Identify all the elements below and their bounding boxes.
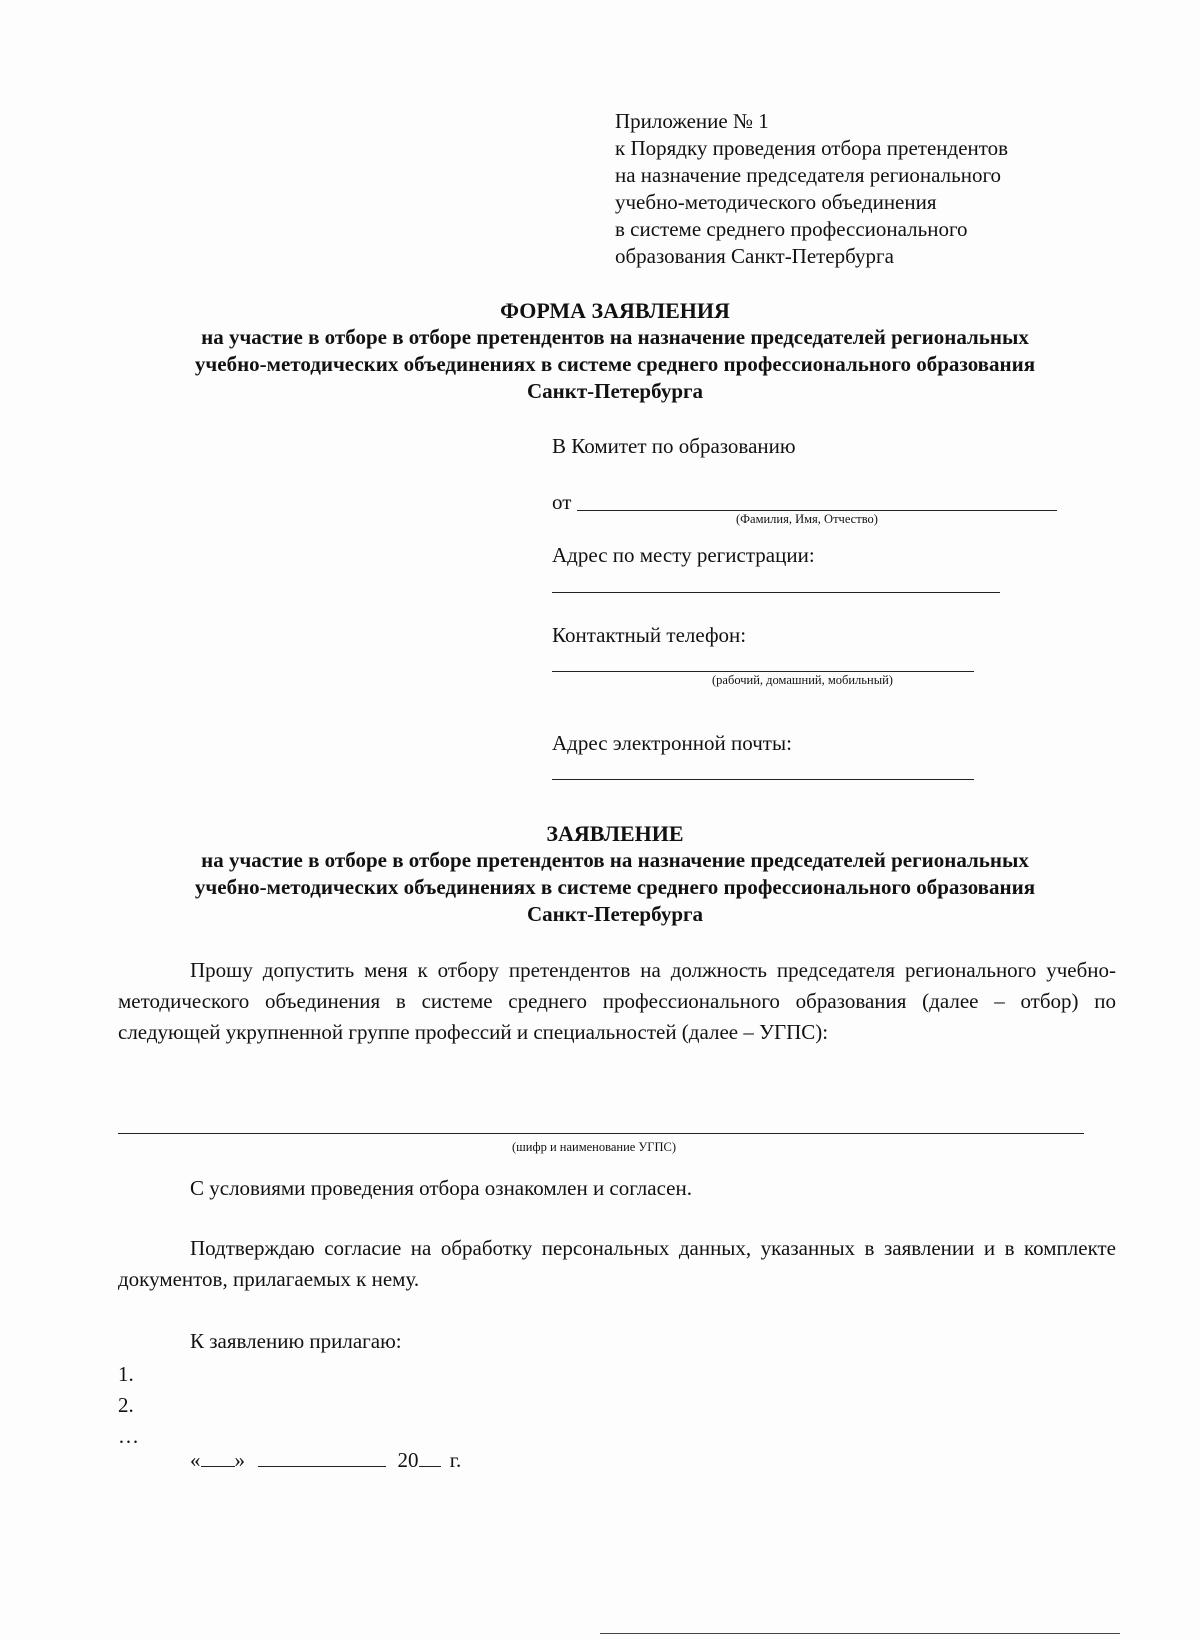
attachment-item: 2. (118, 1393, 134, 1417)
day-field[interactable] (201, 1448, 235, 1467)
ugps-field-hint: (шифр и наименование УГПС) (512, 1140, 677, 1154)
statement-title (60, 820, 1170, 928)
date-line (190, 1448, 461, 1473)
form-title (60, 297, 1170, 405)
email-field-line[interactable] (552, 779, 974, 780)
request-text: Прошу допустить меня к отбору претендентов на должность председателя регионального учебно-методического объединения в системе среднего профессионального образования (далее – отбор) по следующей укрупненной группе профессий и специальностей (далее – УГПС): (118, 958, 1116, 1044)
address-label: Адрес по месту регистрации: (552, 543, 815, 567)
year-suffix: г. (449, 1448, 462, 1472)
annex-line: в системе среднего профессионального (615, 217, 968, 241)
annex-line: к Порядку проведения отбора претендентов (615, 136, 1009, 160)
year-field[interactable] (419, 1448, 441, 1467)
from-field-hint: (Фамилия, Имя, Отчество) (736, 512, 878, 526)
form-title-line: Санкт-Петербурга (526, 379, 704, 403)
addressee-to: В Комитет по образованию (552, 434, 796, 458)
consent-text: Подтверждаю согласие на обработку персональных данных, указанных в заявлении и в комплекте документов, прилагаемых к нему. (118, 1236, 1116, 1291)
bottom-rule (600, 1633, 1120, 1634)
attach-paragraph (118, 1326, 1116, 1357)
attach-label: К заявлению прилагаю: (190, 1329, 402, 1353)
statement-title-line: учебно-методических объединениях в системе среднего профессионального образования (194, 875, 1036, 899)
form-title-line: на участие в отборе в отборе претендентов на назначение председателей региональных (201, 325, 1029, 349)
conditions-text: С условиями проведения отбора ознакомлен и согласен. (190, 1176, 692, 1200)
date-close-quote: » (234, 1448, 245, 1472)
month-field[interactable] (258, 1448, 386, 1467)
annex-line: Приложение № 1 (615, 109, 769, 133)
ugps-field-line[interactable] (118, 1133, 1084, 1134)
annex-line: на назначение председателя регионального (615, 163, 1002, 187)
from-label: от (552, 490, 572, 514)
annex-line: образования Санкт-Петербурга (615, 244, 894, 268)
attachment-item: … (118, 1424, 139, 1448)
phone-field-line[interactable] (552, 671, 974, 672)
email-label: Адрес электронной почты: (552, 731, 792, 755)
from-field-line[interactable] (577, 510, 1057, 511)
annex-header (615, 108, 1008, 270)
address-field-line[interactable] (552, 592, 1000, 593)
statement-title-line: на участие в отборе в отборе претендентов на назначение председателей региональных (201, 848, 1029, 872)
conditions-paragraph (118, 1173, 1116, 1204)
annex-line: учебно-методического объединения (615, 190, 937, 214)
statement-title-head: ЗАЯВЛЕНИЕ (546, 821, 684, 846)
phone-label: Контактный телефон: (552, 623, 747, 647)
phone-field-hint: (рабочий, домашний, мобильный) (712, 673, 893, 687)
consent-paragraph (118, 1233, 1116, 1295)
request-paragraph (118, 955, 1116, 1048)
date-open-quote: « (190, 1448, 201, 1472)
statement-title-line: Санкт-Петербурга (526, 902, 704, 926)
form-title-line: учебно-методических объединениях в системе среднего профессионального образования (194, 352, 1036, 376)
year-prefix: 20 (397, 1448, 419, 1472)
attachment-item: 1. (118, 1362, 134, 1386)
form-title-head: ФОРМА ЗАЯВЛЕНИЯ (500, 298, 730, 323)
